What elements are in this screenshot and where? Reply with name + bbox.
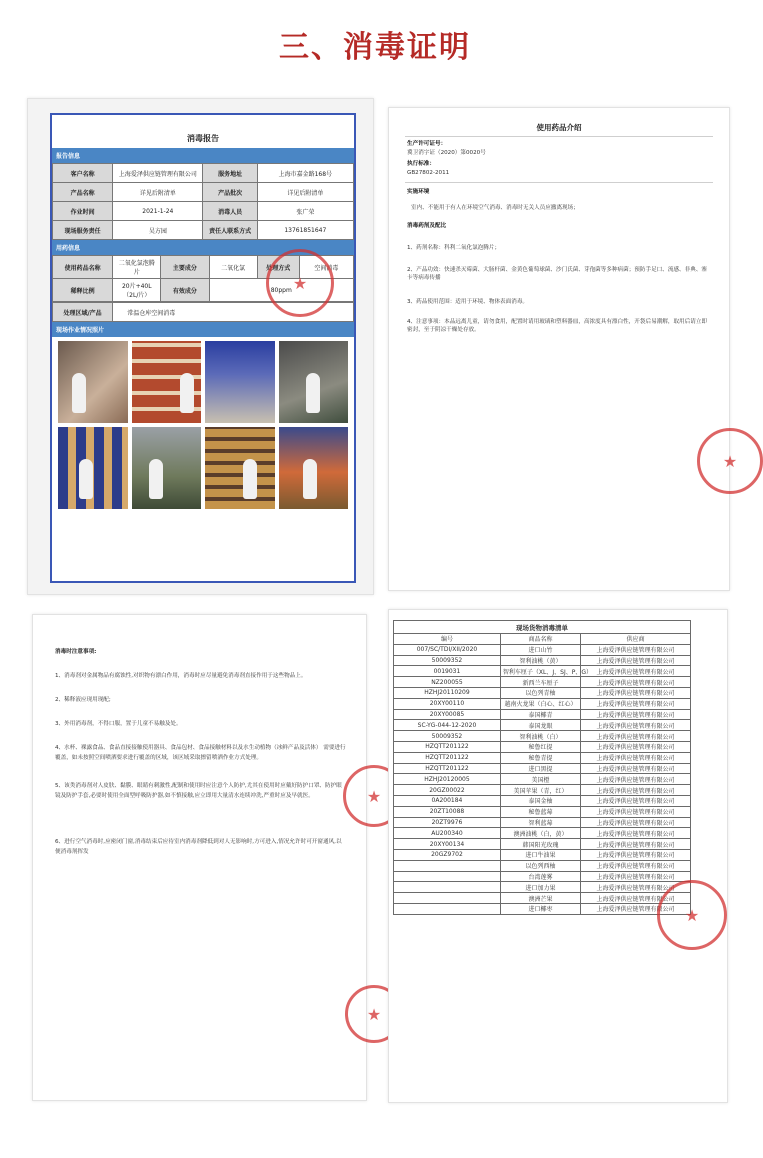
report-title: 消毒报告 (187, 134, 219, 143)
company-seal-icon: ★ (345, 985, 403, 1043)
info-label: 消毒人员 (203, 202, 257, 221)
drug-value: 80ppm (209, 279, 354, 302)
goods-name: 进口椰枣 (500, 903, 580, 914)
site-photo (279, 341, 349, 423)
intro-item: 4、注意事项：本品远离儿童，请勿食用，配置时请用玻璃和塑料器皿，高浓度具有漂白性，开袋后易潮解，取用后请立即密封，至于阴凉干燥处存放。 (407, 319, 708, 334)
goods-supplier: 上海爱泽供应链管理有限公司 (581, 763, 691, 774)
info-label: 现场服务责任 (53, 221, 113, 240)
info-value: 2021-1-24 (113, 202, 203, 221)
goods-code: 0019031 (394, 666, 501, 677)
goods-code: 20XY00085 (394, 709, 501, 720)
page-heading: 三、消毒证明 (279, 30, 471, 65)
goods-code: 20ZT9976 (394, 817, 501, 828)
profile-label: 消毒药剂及配比 (407, 223, 447, 229)
goods-code (394, 871, 501, 882)
goods-code (394, 903, 501, 914)
goods-name: 秘鲁蓝莓 (500, 806, 580, 817)
goods-row (394, 871, 691, 882)
disinfection-report-sheet (27, 98, 374, 595)
goods-row (394, 752, 691, 763)
goods-code: HZHJ20120005 (394, 774, 501, 785)
report-info-table (52, 163, 354, 240)
goods-supplier: 上海爱泽供应链管理有限公司 (581, 893, 691, 904)
goods-supplier: 上海爱泽供应链管理有限公司 (581, 677, 691, 688)
goods-code: 20GZ00022 (394, 785, 501, 796)
goods-name: 新西兰车厘子 (500, 677, 580, 688)
goods-name: 智利油桃（黄） (500, 655, 580, 666)
goods-name: 澳洲油桃（白，黄） (500, 828, 580, 839)
goods-row (394, 741, 691, 752)
site-photo (279, 427, 349, 509)
goods-row (394, 666, 691, 677)
goods-row (394, 774, 691, 785)
goods-supplier: 上海爱泽供应链管理有限公司 (581, 698, 691, 709)
goods-supplier: 上海爱泽供应链管理有限公司 (581, 644, 691, 655)
company-seal-icon: ★ (657, 880, 727, 950)
goods-supplier: 上海爱泽供应链管理有限公司 (581, 871, 691, 882)
goods-code (394, 882, 501, 893)
site-photo (205, 341, 275, 423)
note-item: 1、消毒剂对金属物品有腐蚀性,对织物有漂白作用，消毒时应尽量避免消毒剂直接作用于这些物品上。 (55, 673, 307, 679)
goods-supplier: 上海爱泽供应链管理有限公司 (581, 731, 691, 742)
goods-name: 泰国龙眼 (500, 720, 580, 731)
area-label: 处理区域/产品 (53, 303, 113, 322)
goods-code (394, 860, 501, 871)
license-label: 生产许可证号： (407, 141, 447, 147)
goods-supplier: 上海爱泽供应链管理有限公司 (581, 655, 691, 666)
info-value: 详见后附清单 (257, 183, 353, 202)
intro-item: 3、药品使用范围：适用于环境、物体表面消毒。 (407, 299, 529, 305)
goods-list-sheet (388, 609, 728, 1103)
goods-name: 进口山竹 (500, 644, 580, 655)
goods-code: 20XY00134 (394, 839, 501, 850)
goods-table (393, 620, 691, 915)
report-frame (50, 113, 356, 583)
note-item: 5、该类消毒剂对人皮肤、黏膜、眼睛有刺激性,配制和使用时应注意个人防护,尤其在使用时应戴好防护口罩、防护眼镜及防护手套,必要时使用全面型呼吸防护器,如不慎接触,应立即用大量清水连续冲洗,严重时应及早就医。 (55, 783, 342, 800)
report-info-row (53, 183, 354, 202)
goods-supplier: 上海爱泽供应链管理有限公司 (581, 785, 691, 796)
goods-name: 智利蓝莓 (500, 817, 580, 828)
goods-supplier: 上海爱泽供应链管理有限公司 (581, 741, 691, 752)
goods-name: 越南火龙果（白心、红心） (500, 698, 580, 709)
drug-introduction-sheet (388, 107, 738, 591)
goods-supplier: 上海爱泽供应链管理有限公司 (581, 806, 691, 817)
info-label: 作业时间 (53, 202, 113, 221)
site-photo (58, 341, 128, 423)
goods-header-code: 编号 (394, 634, 501, 645)
goods-supplier: 上海爱泽供应链管理有限公司 (581, 687, 691, 698)
goods-name: 秘鲁红提 (500, 741, 580, 752)
info-value: 吴方园 (113, 221, 203, 240)
env-text: 室内、不能用于有人在环境空气消毒、消毒时无关人员应撤离现场； (411, 205, 579, 211)
goods-name: 美国苹果（青，红） (500, 785, 580, 796)
goods-row (394, 720, 691, 731)
goods-name: 进口牛油果 (500, 849, 580, 860)
standard-value: GB27802-2011 (407, 170, 450, 176)
drug-value: 20片+40L（2L/片） (113, 279, 161, 302)
report-info-row (53, 221, 354, 240)
goods-row (394, 687, 691, 698)
info-value: 上海市嘉金路168号 (257, 164, 353, 183)
report-info-row (53, 164, 354, 183)
goods-code: HZQTT201122 (394, 763, 501, 774)
goods-name: 智利油桃（白） (500, 731, 580, 742)
site-photo (58, 427, 128, 509)
note-item: 2、稀释液应现用现配; (55, 697, 111, 703)
drug-info-band: 用药信息 (52, 240, 354, 255)
drug-value: 二氧化氯泡腾片 (113, 256, 161, 279)
area-value: 常温仓库空间消毒 (113, 303, 354, 322)
goods-name: 泰国椰青 (500, 709, 580, 720)
drug-label: 使用药品名称 (53, 256, 113, 279)
goods-row (394, 806, 691, 817)
goods-row (394, 849, 691, 860)
site-photos (52, 337, 354, 513)
goods-row (394, 644, 691, 655)
note-item: 4、水杯、裸露食品、食品直接接触使用器具、食品包材、食品接触材料以及水生动植物（冰鲜产品及活体） 需要进行覆盖，如未按照空间喷洒要求进行覆盖的区域，该区域采取擦留喷洒作业方式处理。 (55, 745, 346, 762)
drug-value: 空间消毒 (299, 256, 353, 279)
notes-sheet (32, 614, 382, 1101)
goods-row (394, 709, 691, 720)
intro-item: 2、产品功效：快速杀灭霉菌、大肠杆菌、金黄色葡萄球菌、沙门氏菌、芽孢菌等多种病菌；预防手足口、流感、非典、寨卡等病毒传播 (407, 267, 708, 282)
info-label: 产品名称 (53, 183, 113, 202)
goods-supplier: 上海爱泽供应链管理有限公司 (581, 839, 691, 850)
goods-code: HZQTT201122 (394, 741, 501, 752)
goods-name: 进口加力果 (500, 882, 580, 893)
goods-row (394, 698, 691, 709)
site-photo (205, 427, 275, 509)
license-value: 冀卫消字证（2020）第0020号 (407, 150, 486, 156)
intro-title: 使用药品介绍 (536, 123, 582, 132)
goods-header-name: 商品名称 (500, 634, 580, 645)
goods-name: 美国橙 (500, 774, 580, 785)
drug-label: 主要成分 (161, 256, 209, 279)
goods-code: 20ZT10088 (394, 806, 501, 817)
goods-name: 澳洲芒果 (500, 893, 580, 904)
env-label: 实施环境 (407, 189, 430, 195)
goods-code: 0A200184 (394, 795, 501, 806)
goods-row (394, 795, 691, 806)
company-seal-icon: ★ (266, 249, 334, 317)
company-seal-icon: ★ (697, 428, 763, 494)
goods-row (394, 655, 691, 666)
goods-name: 以色列青柚 (500, 687, 580, 698)
goods-row (394, 677, 691, 688)
goods-supplier: 上海爱泽供应链管理有限公司 (581, 774, 691, 785)
goods-name: 韩国阳光玫瑰 (500, 839, 580, 850)
goods-row (394, 817, 691, 828)
goods-code: HZHJ20110209 (394, 687, 501, 698)
goods-name: 以色列西柚 (500, 860, 580, 871)
goods-code: 50009352 (394, 655, 501, 666)
drug-label: 有效成分 (161, 279, 209, 302)
note-item: 3、外用消毒剂，不得口服，置于儿童不易触及处。 (55, 721, 182, 727)
goods-supplier: 上海爱泽供应链管理有限公司 (581, 882, 691, 893)
goods-row (394, 860, 691, 871)
goods-name: 泰国金柚 (500, 795, 580, 806)
goods-code: NZ200055 (394, 677, 501, 688)
info-label: 责任人联系方式 (203, 221, 257, 240)
info-value: 上海爱泽供应链管理有限公司 (113, 164, 203, 183)
goods-row (394, 882, 691, 893)
note-item: 6、进行空气消毒时,应密闭门窗,消毒结束后应待室内消毒剂降低到对人无影响时,方可进入,情况允许时可开窗通风,以便消毒剂挥发 (55, 839, 342, 856)
goods-name: 智利车厘子（XL、J、SJ、P、G） (500, 666, 580, 677)
goods-row (394, 731, 691, 742)
goods-supplier: 上海爱泽供应链管理有限公司 (581, 903, 691, 914)
photos-band: 现场作业情况照片 (52, 322, 354, 337)
drug-value: 二氧化氯 (209, 256, 257, 279)
goods-row (394, 839, 691, 850)
info-value: 详见后附清单 (113, 183, 203, 202)
site-photo (132, 341, 202, 423)
drug-label: 稀释比例 (53, 279, 113, 302)
goods-supplier: 上海爱泽供应链管理有限公司 (581, 849, 691, 860)
goods-supplier: 上海爱泽供应链管理有限公司 (581, 666, 691, 677)
goods-supplier: 上海爱泽供应链管理有限公司 (581, 752, 691, 763)
goods-supplier: 上海爱泽供应链管理有限公司 (581, 860, 691, 871)
goods-supplier: 上海爱泽供应链管理有限公司 (581, 828, 691, 839)
goods-code: 20XY00110 (394, 698, 501, 709)
goods-name: 进口黑提 (500, 763, 580, 774)
goods-row (394, 763, 691, 774)
intro-item: 1、药剂名称：科利二氧化氯泡腾片； (407, 245, 501, 251)
goods-code: 007/SC/TDI/XII/2020 (394, 644, 501, 655)
goods-name: 台湾莲雾 (500, 871, 580, 882)
goods-row (394, 893, 691, 904)
goods-code: AU200340 (394, 828, 501, 839)
report-info-band: 报告信息 (52, 148, 354, 163)
goods-row (394, 903, 691, 914)
goods-code (394, 893, 501, 904)
company-seal-icon: ★ (343, 765, 405, 827)
info-value: 张广荣 (257, 202, 353, 221)
goods-supplier: 上海爱泽供应链管理有限公司 (581, 817, 691, 828)
goods-supplier: 上海爱泽供应链管理有限公司 (581, 795, 691, 806)
drug-label: 处理方式 (257, 256, 299, 279)
info-label: 产品批次 (203, 183, 257, 202)
goods-code: SC-YG-044-12-2020 (394, 720, 501, 731)
info-label: 服务地址 (203, 164, 257, 183)
goods-code: HZQTT201122 (394, 752, 501, 763)
info-label: 客户名称 (53, 164, 113, 183)
standard-label: 执行标准： (407, 161, 435, 167)
goods-name: 秘鲁青提 (500, 752, 580, 763)
goods-code: 20GZ9702 (394, 849, 501, 860)
site-photo (132, 427, 202, 509)
info-value: 13761851647 (257, 221, 353, 240)
goods-row (394, 828, 691, 839)
notes-title: 消毒时注意事项: (55, 649, 97, 655)
goods-title: 现场货物消毒清单 (394, 621, 691, 634)
goods-header-supplier: 供应商 (581, 634, 691, 645)
report-info-row (53, 202, 354, 221)
goods-supplier: 上海爱泽供应链管理有限公司 (581, 709, 691, 720)
goods-supplier: 上海爱泽供应链管理有限公司 (581, 720, 691, 731)
goods-code: 50009352 (394, 731, 501, 742)
goods-row (394, 785, 691, 796)
